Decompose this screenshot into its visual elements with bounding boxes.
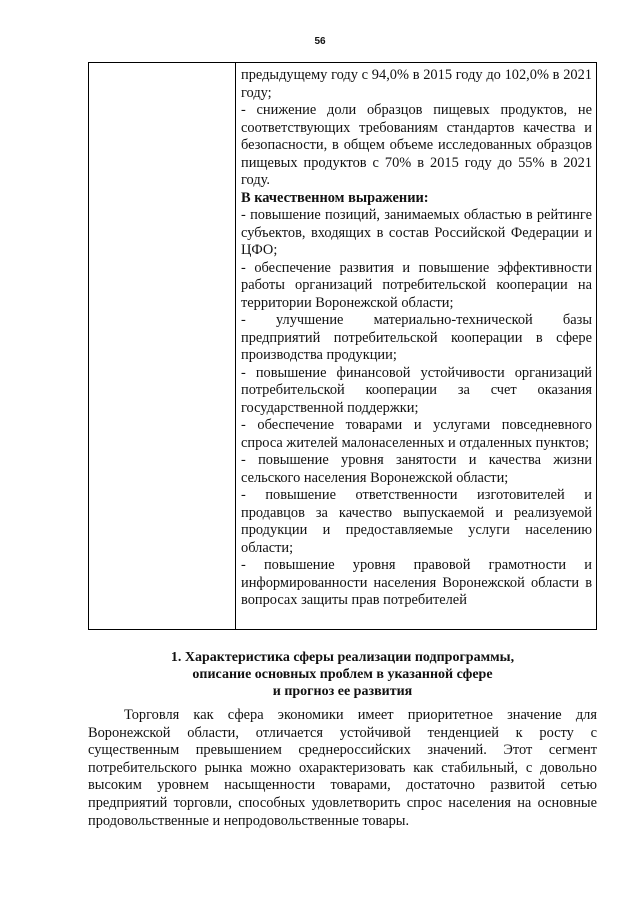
- list-item: - повышение уровня занятости и качества жизни сельского населения Воронежской области;: [241, 452, 592, 486]
- section-heading: [88, 649, 597, 700]
- list-item: - обеспечение развития и повышение эффективности работы организаций потребительской кооперации на территории Воронежской области;: [241, 259, 592, 311]
- content-table: [88, 62, 597, 630]
- continuation-text: предыдущему году с 94,0% в 2015 году до 102,0% в 2021 году;: [241, 67, 592, 101]
- list-item: - снижение доли образцов пищевых продуктов, не соответствующих требованиям стандартов качества и безопасности, в общем объеме исследованных образцов пищевых продуктов с 70% в 2015 году до 55% в 2021 году.: [241, 102, 592, 188]
- qualitative-subheading: В качественном выражении:: [241, 189, 429, 206]
- table-column-divider: [235, 63, 236, 629]
- body-text: [88, 707, 597, 830]
- page-number: 56: [314, 36, 326, 47]
- list-item: - обеспечение товарами и услугами повседневного спроса жителей малонаселенных и отдаленных пунктов;: [241, 417, 592, 451]
- list-item: - повышение уровня правовой грамотности и информированности населения Воронежской области в вопросах защиты прав потребителей: [241, 557, 592, 608]
- list-item: - улучшение материально-технической базы предприятий потребительской кооперации в сфере производства продукции;: [241, 312, 592, 363]
- list-item: - повышение ответственности изготовителей и продавцов за качество выпускаемой и реализуемой продукции и предоставляемые услуги населению области;: [241, 487, 592, 556]
- list-item: - повышение финансовой устойчивости организаций потребительской кооперации за счет оказания государственной поддержки;: [241, 364, 592, 416]
- section-heading-line: описание основных проблем в указанной сфере: [192, 667, 493, 682]
- table-right-cell: [241, 67, 592, 610]
- body-paragraph: Торговля как сфера экономики имеет приоритетное значение для Воронежской области, отличается устойчивой тенденцией к росту с существенным превышением среднероссийских значений. Этот сегмент потребительского рынка можно охарактеризовать как стабильный, с довольно высоким уровнем насыщенности товарами, достаточно развитой сетью предприятий торговли, способных удовлетворить спрос населения на основные продовольственные и непродовольственные товары.: [88, 707, 597, 829]
- section-heading-line: и прогноз ее развития: [272, 684, 413, 699]
- section-heading-line: 1. Характеристика сферы реализации подпрограммы,: [170, 650, 515, 665]
- list-item: - повышение позиций, занимаемых областью в рейтинге субъектов, входящих в состав Российской Федерации и ЦФО;: [241, 207, 592, 258]
